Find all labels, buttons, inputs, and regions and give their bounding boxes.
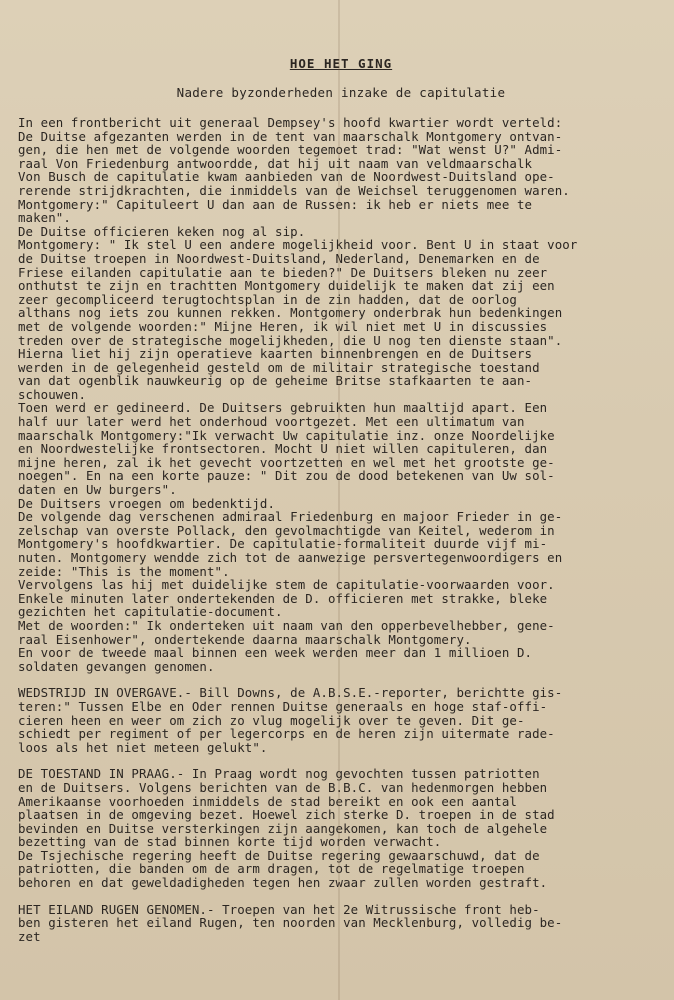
article-paragraph bbox=[18, 578, 664, 619]
news-sections bbox=[18, 686, 664, 943]
text-line: Montgomery's hoofdkwartier. De capitulatie-formaliteit duurde vijf mi- bbox=[18, 536, 548, 552]
page-subtitle: Nadere byzonderheden inzake de capitulatie bbox=[176, 85, 506, 100]
text-line: Enkele minuten later ondertekenden de D. officieren met strakke, bleke bbox=[18, 590, 548, 606]
article-paragraph bbox=[18, 497, 664, 511]
text-line: WEDSTRIJD IN OVERGAVE.- Bill Downs, de A.B.S.E.-reporter, berichtte gis- bbox=[18, 685, 563, 701]
article-paragraph bbox=[18, 238, 664, 401]
text-line: En voor de tweede maal binnen een week werden meer dan 1 millioen D. bbox=[18, 645, 533, 661]
text-line: Met de woorden:" Ik onderteken uit naam van den opperbevelhebber, gene- bbox=[18, 617, 555, 633]
text-line: mijne heren, zal ik het gevecht voortzetten en wel met het grootste ge- bbox=[18, 454, 555, 470]
text-line: bevinden en Duitse versterkingen zijn aangekomen, kan toch de algehele bbox=[18, 820, 548, 836]
news-item bbox=[18, 686, 664, 754]
text-line: Hierna liet hij zijn operatieve kaarten binnenbrengen en de Duitsers bbox=[18, 346, 533, 362]
text-line: behoren en dat geweldadigheden tegen hen zwaar zullen worden gestraft. bbox=[18, 875, 548, 891]
text-line: gen, die hen met de volgende woorden tegemoet trad: "Wat wenst U?" Admi- bbox=[18, 142, 563, 158]
text-line: onthutst te zijn en trachtten Montgomery duidelijk te maken dat zij een bbox=[18, 278, 555, 294]
text-line: maarschalk Montgomery:"Ik verwacht Uw capitulatie inz. onze Noordelijke bbox=[18, 427, 555, 443]
text-line: Von Busch de capitulatie kwam aanbieden van de Noordwest-Duitsland ope- bbox=[18, 169, 555, 185]
text-line: raal Von Friedenburg antwoordde, dat hij uit naam van veldmaarschalk bbox=[18, 155, 533, 171]
text-line: HET EILAND RUGEN GENOMEN.- Troepen van het 2e Witrussische front heb- bbox=[18, 901, 540, 917]
text-line: raal Eisenhower", ondertekende daarna maarschalk Montgomery. bbox=[18, 631, 472, 647]
text-line: half uur later werd het onderhoud voortgezet. Met een ultimatum van bbox=[18, 414, 525, 430]
text-line: treden over de strategische mogelijkheden, die U nog ten dienste staan". bbox=[18, 332, 563, 348]
text-line: daten en Uw burgers". bbox=[18, 482, 177, 498]
text-line: althans nog iets zou kunnen rekken. Montgomery onderbrak hun bedenkingen bbox=[18, 305, 563, 321]
text-line: De Duitsers vroegen om bedenktijd. bbox=[18, 495, 276, 511]
text-line: noegen". En na een korte pauze: " Dit zou de dood betekenen van Uw sol- bbox=[18, 468, 555, 484]
article-body bbox=[18, 116, 664, 673]
text-line: zet bbox=[18, 928, 41, 944]
text-line: schouwen. bbox=[18, 386, 87, 402]
text-line: Vervolgens las hij met duidelijke stem de capitulatie-voorwaarden voor. bbox=[18, 577, 555, 593]
text-line: Montgomery: " Ik stel U een andere mogelijkheid voor. Bent U in staat voor bbox=[18, 237, 578, 253]
page-title: HOE HET GING bbox=[289, 56, 393, 71]
text-line: patriotten, die banden om de arm dragen, tot de regelmatige troepen bbox=[18, 861, 525, 877]
text-line: cieren heen en weer om zich zo vlug mogelijk over te geven. Dit ge- bbox=[18, 712, 525, 728]
text-line: In een frontbericht uit generaal Dempsey's hoofd kwartier wordt verteld: bbox=[18, 115, 563, 130]
text-line: gezichten het capitulatie-document. bbox=[18, 604, 283, 620]
text-line: schiedt per regiment of per legercorps en de heren zijn uitermate rade- bbox=[18, 726, 555, 742]
text-line: Amerikaanse voorhoeden inmiddels de stad bereikt en ook een aantal bbox=[18, 793, 517, 809]
text-line: soldaten gevangen genomen. bbox=[18, 658, 215, 674]
text-line: De volgende dag verschenen admiraal Friedenburg en majoor Frieder in ge- bbox=[18, 509, 563, 525]
article-paragraph bbox=[18, 401, 664, 496]
page-fold bbox=[338, 0, 340, 1000]
text-line: loos als het niet meteen gelukt". bbox=[18, 739, 268, 755]
news-item bbox=[18, 767, 664, 889]
text-line: zeide: "This is the moment". bbox=[18, 563, 230, 579]
article-paragraph bbox=[18, 116, 664, 225]
text-line: werden in de gelegenheid gesteld om de militair strategische toestand bbox=[18, 359, 540, 375]
text-line: van dat ogenblik nauwkeurig op de geheime Britse stafkaarten te aan- bbox=[18, 373, 533, 389]
article-paragraph bbox=[18, 510, 664, 578]
text-line: bezetting van de stad binnen korte tijd worden verwacht. bbox=[18, 834, 442, 850]
text-line: rerende strijdkrachten, die inmiddels van de Weichsel teruggenomen waren. bbox=[18, 182, 570, 198]
article-paragraph bbox=[18, 225, 664, 239]
text-line: zelschap van overste Pollack, den gevolmachtigde van Keitel, wederom in bbox=[18, 522, 555, 538]
text-line: maken". bbox=[18, 210, 71, 226]
news-item bbox=[18, 903, 664, 944]
text-line: De Tsjechische regering heeft de Duitse regering gewaarschuwd, dat de bbox=[18, 847, 540, 863]
text-line: ben gisteren het eiland Rugen, ten noorden van Mecklenburg, volledig be- bbox=[18, 915, 563, 931]
text-line: zeer gecompliceerd terugtochtsplan in de zin hadden, dat de oorlog bbox=[18, 291, 517, 307]
text-line: teren:" Tussen Elbe en Oder rennen Duitse generaals en hoge staf-offi- bbox=[18, 698, 548, 714]
text-line: DE TOESTAND IN PRAAG.- In Praag wordt nog gevochten tussen patriotten bbox=[18, 766, 540, 782]
text-line: nuten. Montgomery wendde zich tot de aanwezige persvertegenwoordigers en bbox=[18, 550, 563, 565]
text-line: De Duitse officieren keken nog al sip. bbox=[18, 223, 306, 239]
text-line: plaatsen in de omgeving bezet. Hoewel zich sterke D. troepen in de stad bbox=[18, 807, 555, 823]
article-paragraph bbox=[18, 619, 664, 673]
text-line: en Noordwestelijke frontsectoren. Mocht U niet willen capituleren, dan bbox=[18, 441, 548, 457]
text-line: Toen werd er gedineerd. De Duitsers gebruikten hun maaltijd apart. Een bbox=[18, 400, 548, 416]
text-line: de Duitse troepen in Noordwest-Duitsland, Nederland, Denemarken en de bbox=[18, 250, 540, 266]
text-line: en de Duitsers. Volgens berichten van de B.B.C. van hedenmorgen hebben bbox=[18, 779, 548, 795]
text-line: Montgomery:" Capituleert U dan aan de Russen: ik heb er niets mee te bbox=[18, 196, 533, 212]
text-line: met de volgende woorden:" Mijne Heren, ik wil niet met U in discussies bbox=[18, 318, 548, 334]
text-line: Friese eilanden capitulatie aan te bieden?" De Duitsers bleken nu zeer bbox=[18, 264, 548, 280]
text-line: De Duitse afgezanten werden in de tent van maarschalk Montgomery ontvan- bbox=[18, 128, 563, 144]
